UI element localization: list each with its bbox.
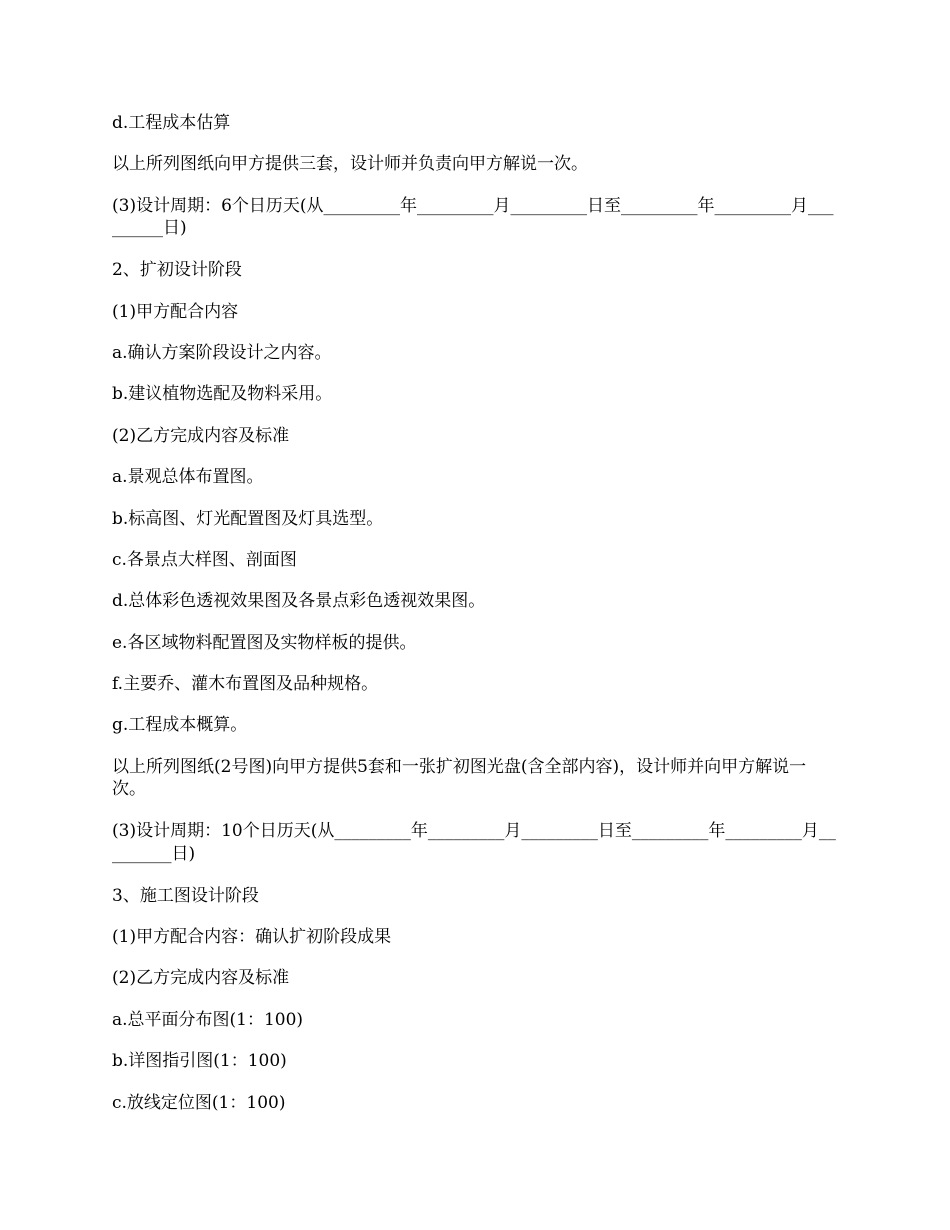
list-item: b.详图指引图(1：100) xyxy=(112,1051,287,1072)
paragraph-drawings-note-2: 以上所列图纸(2号图)向甲方提供5套和一张扩初图光盘(含全部内容)，设计师并向甲方解说一次。 xyxy=(112,756,807,800)
section-heading-construction-drawing: 3、施工图设计阶段 xyxy=(112,885,259,906)
list-item: f.主要乔、灌木布置图及品种规格。 xyxy=(112,674,379,695)
list-item: a.确认方案阶段设计之内容。 xyxy=(112,342,332,363)
list-item: b.建议植物选配及物料采用。 xyxy=(112,384,333,405)
paragraph-drawings-note: 以上所列图纸向甲方提供三套，设计师并负责向甲方解说一次。 xyxy=(112,154,588,175)
list-item: d.总体彩色透视效果图及各景点彩色透视效果图。 xyxy=(112,591,486,612)
paragraph-party-a-content-2: (1)甲方配合内容：确认扩初阶段成果 xyxy=(112,927,392,948)
paragraph-design-period-1: (3)设计周期：6个日历天(从_________年_________月_________日至_________年_________月_________日) xyxy=(112,195,834,239)
list-item: c.各景点大样图、剖面图 xyxy=(112,549,297,570)
paragraph-party-b-content-2: (2)乙方完成内容及标准 xyxy=(112,968,290,989)
list-item: g.工程成本概算。 xyxy=(112,715,248,736)
list-item: a.总平面分布图(1：100) xyxy=(112,1009,304,1030)
paragraph-design-period-2: (3)设计周期：10个日历天(从_________年_________月_________日至_________年_________月_________日) xyxy=(112,821,836,864)
paragraph-party-b-content: (2)乙方完成内容及标准 xyxy=(112,425,290,446)
list-item: e.各区域物料配置图及实物样板的提供。 xyxy=(112,632,417,653)
list-item: b.标高图、灯光配置图及灯具选型。 xyxy=(112,508,384,529)
list-item: a.景观总体布置图。 xyxy=(112,467,264,488)
document-page xyxy=(112,112,840,1133)
section-heading-preliminary-design: 2、扩初设计阶段 xyxy=(112,260,242,281)
list-item: c.放线定位图(1：100) xyxy=(112,1092,286,1113)
paragraph-cost-estimate: d.工程成本估算 xyxy=(112,113,231,133)
paragraph-party-a-content: (1)甲方配合内容 xyxy=(112,301,239,322)
